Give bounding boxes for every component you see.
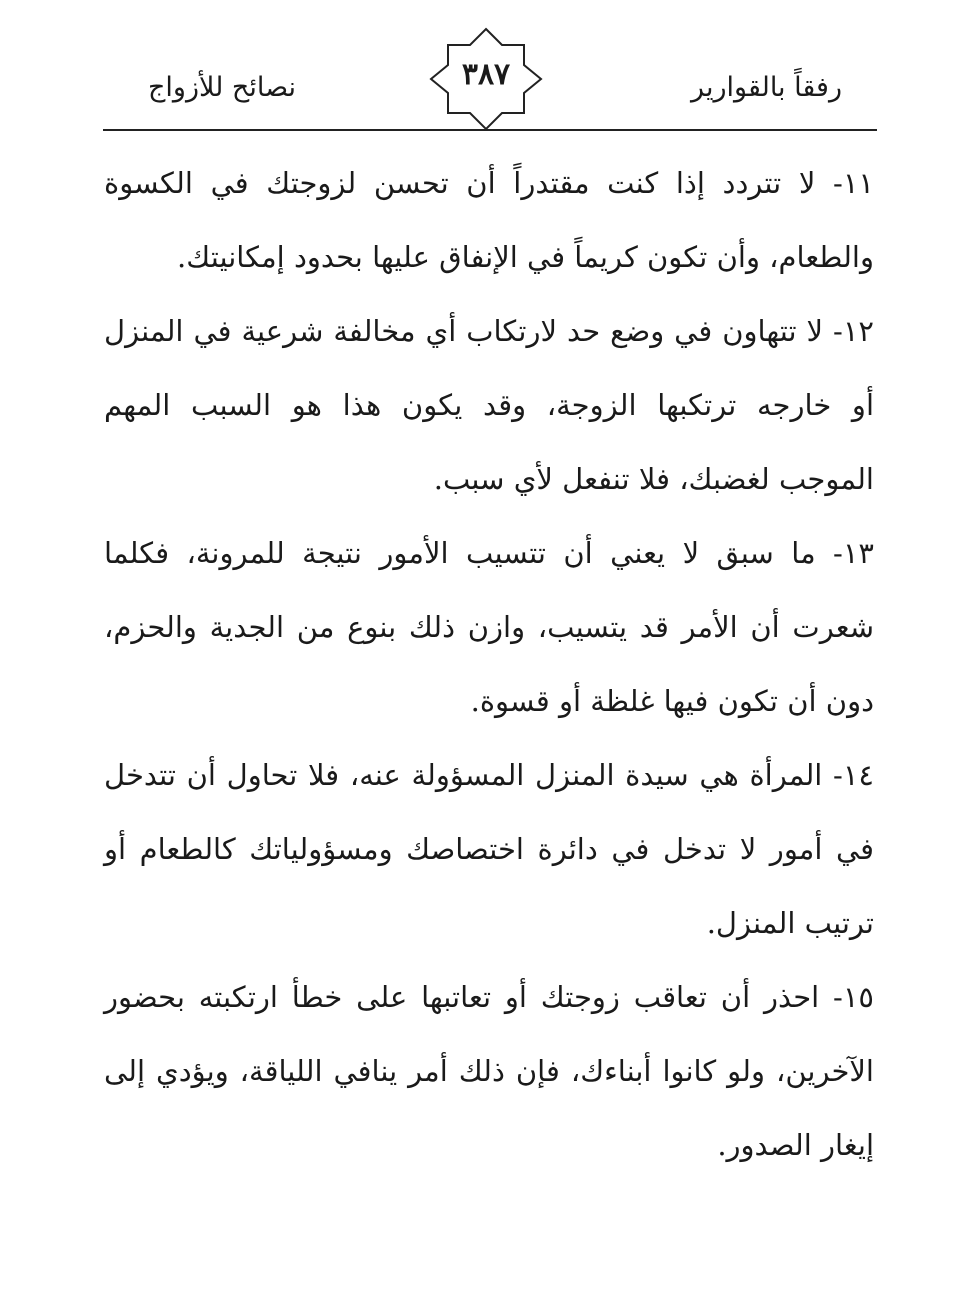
book-title: رفقاً بالقوارير [691, 72, 842, 103]
section-title: نصائح للأزواج [148, 72, 297, 103]
advice-item-14: ١٤- المرأة هي سيدة المنزل المسؤولة عنه، فلا تحاول أن تتدخل في أمور لا تدخل في دائرة اختصاصك ومسؤولياتك كالطعام أو ترتيب المنزل. [104, 758, 874, 940]
advice-item-13: ١٣- ما سبق لا يعني أن تتسيب الأمور نتيجة للمرونة، فكلما شعرت أن الأمر قد يتسيب، وازن ذلك بنوع من الجدية والحزم، دون أن تكون فيها غلظة أو قسوة. [104, 536, 874, 718]
page-header [0, 0, 980, 135]
page-number-badge [428, 27, 544, 131]
header-divider [103, 129, 877, 131]
advice-item-15: ١٥- احذر أن تعاقب زوجتك أو تعاتبها على خطأ ارتكبته بحضور الآخرين، ولو كانوا أبناءك، فإن ذلك أمر ينافي اللياقة، ويؤدي إلى إيغار الصدور. [104, 980, 874, 1162]
advice-item-12: ١٢- لا تتهاون في وضع حد لارتكاب أي مخالفة شرعية في المنزل أو خارجه ترتكبها الزوجة، وقد يكون هذا هو السبب المهم الموجب لغضبك، فلا تنفعل لأي سبب. [104, 314, 874, 496]
advice-item-11: ١١- لا تتردد إذا كنت مقتدراً أن تحسن لزوجتك في الكسوة والطعام، وأن تكون كريماً في الإنفاق عليها بحدود إمكانيتك. [104, 166, 874, 274]
page-number: ٣٨٧ [461, 57, 511, 92]
page-body [104, 146, 874, 1182]
